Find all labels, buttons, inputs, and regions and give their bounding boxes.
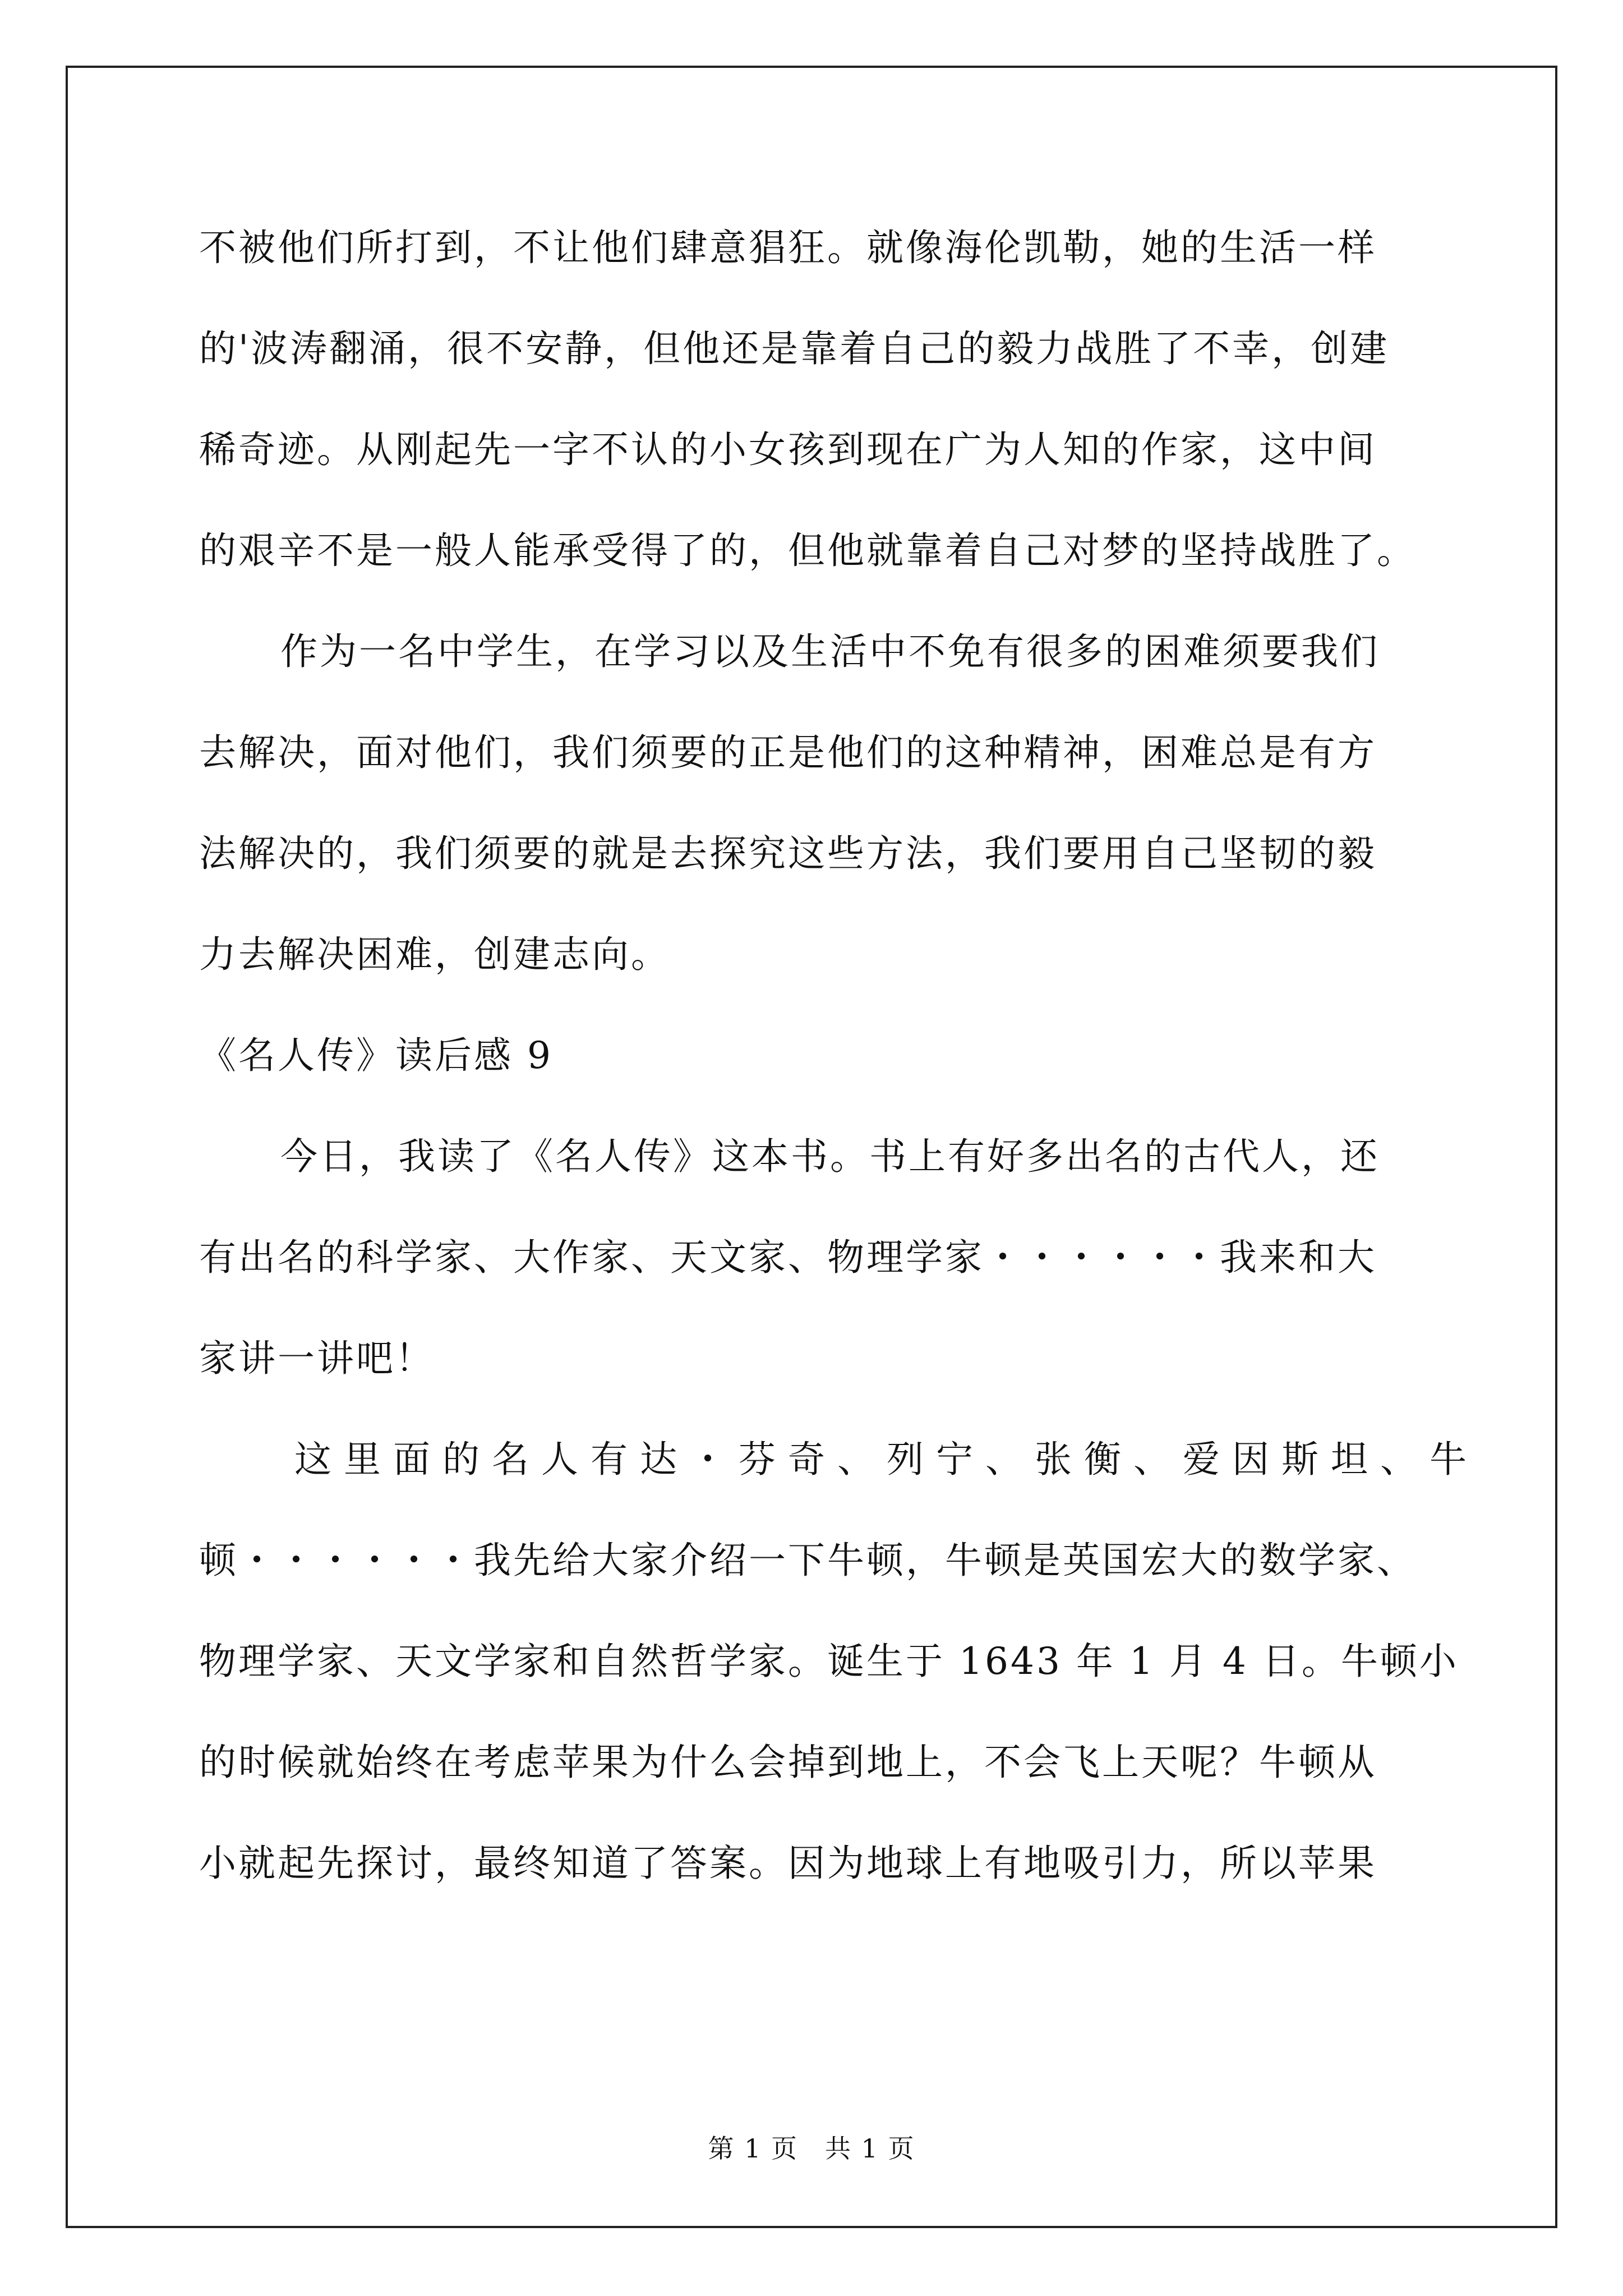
paragraph-start-line: 今日，我读了《名人传》这本书。书上有好多出名的古代人，还 (280, 1135, 1380, 1178)
text-line: 不被他们所打到，不让他们肆意猖狂。就像海伦凯勒，她的生活一样 (199, 226, 1377, 269)
page-footer: 第 1 页 共 1 页 (708, 2133, 915, 2164)
text-line: 物理学家、天文学家和自然哲学家。诞生于 1643 年 1 月 4 日。牛顿小 (199, 1640, 1459, 1683)
section-heading: 《名人传》读后感 9 (199, 1034, 553, 1077)
text-line: 的'波涛翻涌，很不安静，但他还是靠着自己的毅力战胜了不幸，创建 (199, 327, 1390, 370)
text-line: 小就起先探讨，最终知道了答案。因为地球上有地吸引力，所以苹果 (199, 1842, 1377, 1885)
text-line: 去解决，面对他们，我们须要的正是他们的这种精神，困难总是有方 (199, 731, 1377, 774)
text-line: 的时候就始终在考虑苹果为什么会掉到地上，不会飞上天呢？牛顿从 (199, 1741, 1377, 1784)
text-line: 顿・・・・・・我先给大家介绍一下牛顿，牛顿是英国宏大的数学家、 (199, 1539, 1416, 1582)
text-line: 法解决的，我们须要的就是去探究这些方法，我们要用自己坚韧的毅 (199, 832, 1377, 875)
text-line: 稀奇迹。从刚起先一字不认的小女孩到现在广为人知的作家，这中间 (199, 428, 1377, 471)
paragraph-start-line: 这里面的名人有达・芬奇、列宁、张衡、爱因斯坦、牛 (294, 1438, 1479, 1481)
text-line: 力去解决困难，创建志向。 (199, 933, 670, 976)
text-line: 的艰辛不是一般人能承受得了的，但他就靠着自己对梦的坚持战胜了。 (199, 529, 1416, 572)
text-line: 有出名的科学家、大作家、天文家、物理学家・・・・・・我来和大 (199, 1236, 1377, 1279)
text-line: 家讲一讲吧！ (199, 1337, 435, 1380)
paragraph-start-line: 作为一名中学生，在学习以及生活中不免有很多的困难须要我们 (280, 630, 1380, 673)
